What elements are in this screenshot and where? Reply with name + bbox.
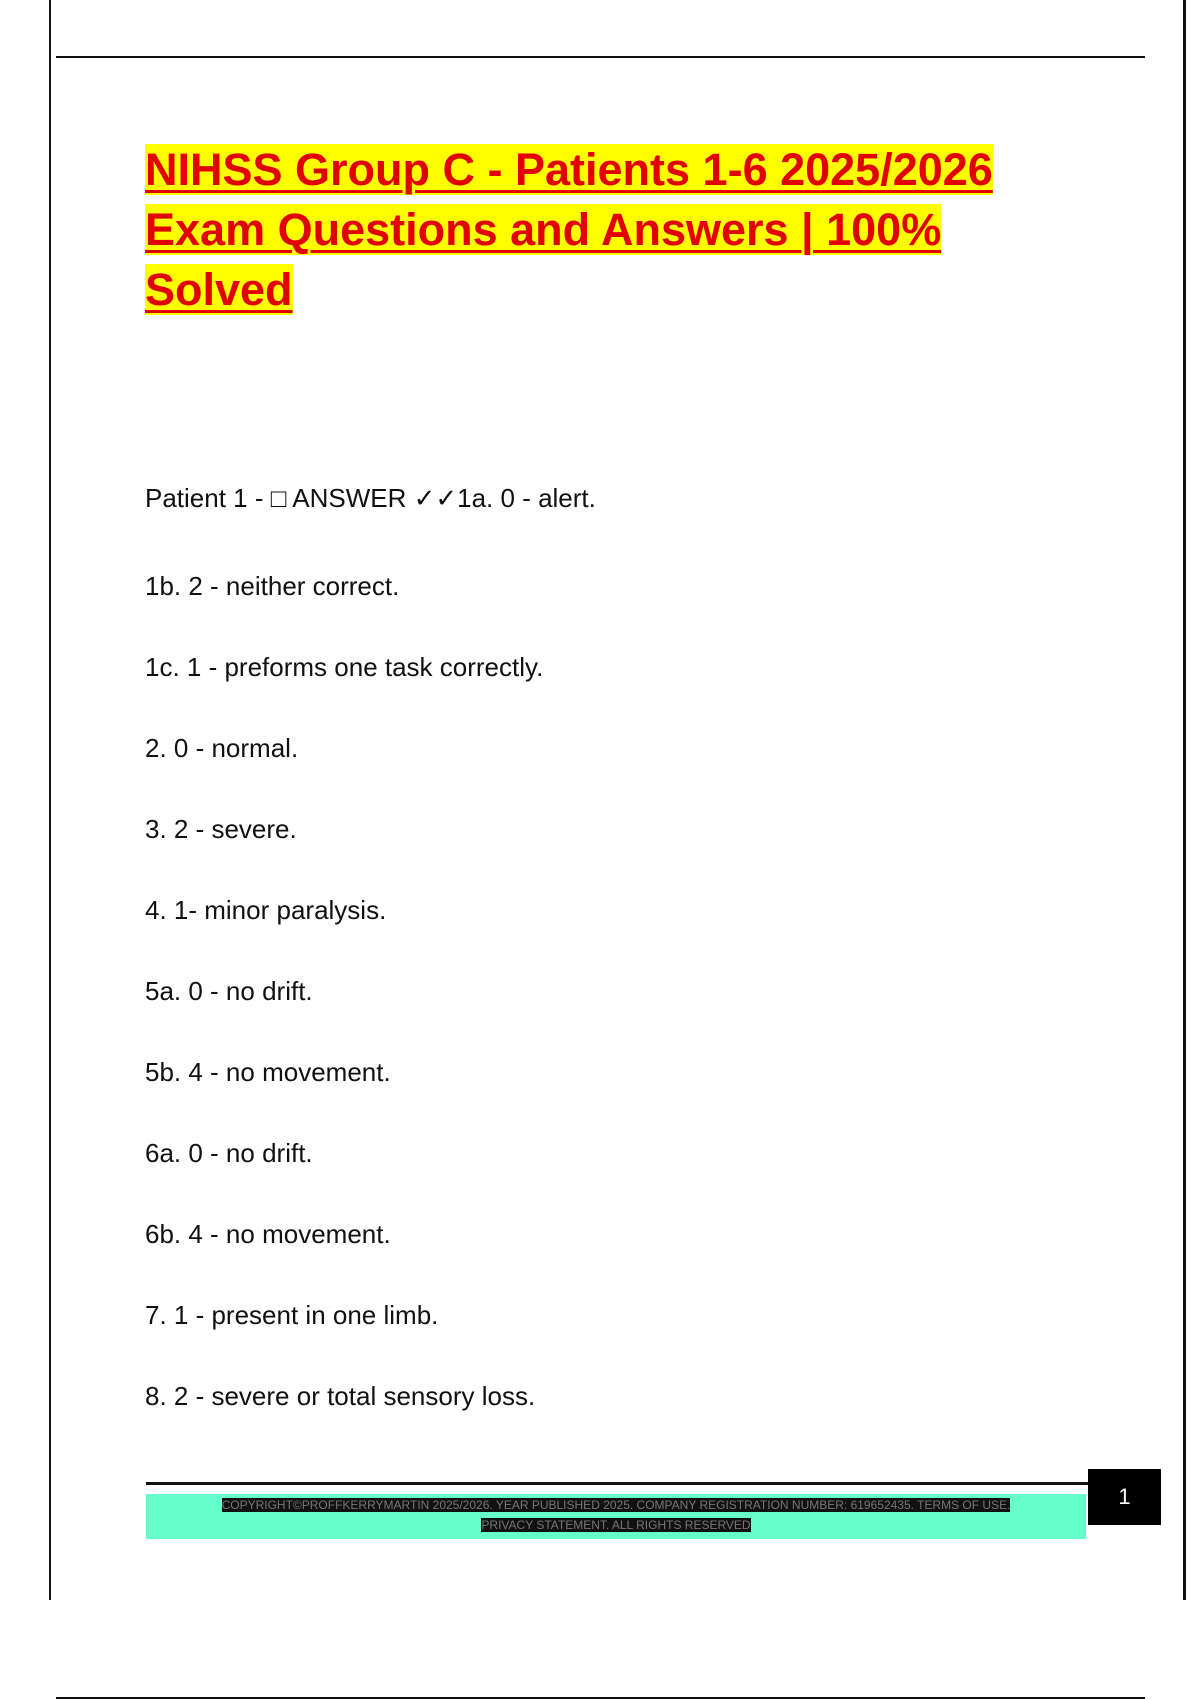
page-border-left <box>49 0 51 1600</box>
answer-item: 1b. 2 - neither correct. <box>145 571 400 601</box>
document-title <box>145 140 1105 320</box>
title-line: NIHSS Group C - Patients 1-6 2025/2026 <box>145 144 993 195</box>
answer-item: 1c. 1 - preforms one task correctly. <box>145 652 544 682</box>
answer-item: 5a. 0 - no drift. <box>145 976 313 1006</box>
answer-item: 6b. 4 - no movement. <box>145 1219 391 1249</box>
answer-item: 8. 2 - severe or total sensory loss. <box>145 1381 536 1411</box>
answer-item: 4. 1- minor paralysis. <box>145 895 387 925</box>
footer-rule <box>146 1482 1088 1485</box>
title-line: Exam Questions and Answers | 100% <box>145 204 942 255</box>
answer-item: Patient 1 - □ ANSWER ✓✓1a. 0 - alert. <box>145 483 596 513</box>
copyright-line: PRIVACY STATEMENT. ALL RIGHTS RESERVED <box>481 1518 751 1532</box>
page-number: 1 <box>1088 1469 1161 1525</box>
copyright-line: COPYRIGHT©PROFFKERRYMARTIN 2025/2026. YEAR PUBLISHED 2025. COMPANY REGISTRATION NUMBER: 619652435. TERMS OF USE. <box>221 1498 1011 1512</box>
answer-item: 2. 0 - normal. <box>145 733 299 763</box>
answer-item: 3. 2 - severe. <box>145 814 297 844</box>
top-rule <box>56 56 1145 58</box>
answer-list <box>145 480 1095 1459</box>
answer-item: 6a. 0 - no drift. <box>145 1138 313 1168</box>
bottom-rule <box>56 1697 1145 1699</box>
answer-item: 7. 1 - present in one limb. <box>145 1300 439 1330</box>
copyright-footer <box>146 1494 1086 1539</box>
answer-item: 5b. 4 - no movement. <box>145 1057 391 1087</box>
title-line: Solved <box>145 264 293 315</box>
page-border-right <box>1183 0 1186 1600</box>
